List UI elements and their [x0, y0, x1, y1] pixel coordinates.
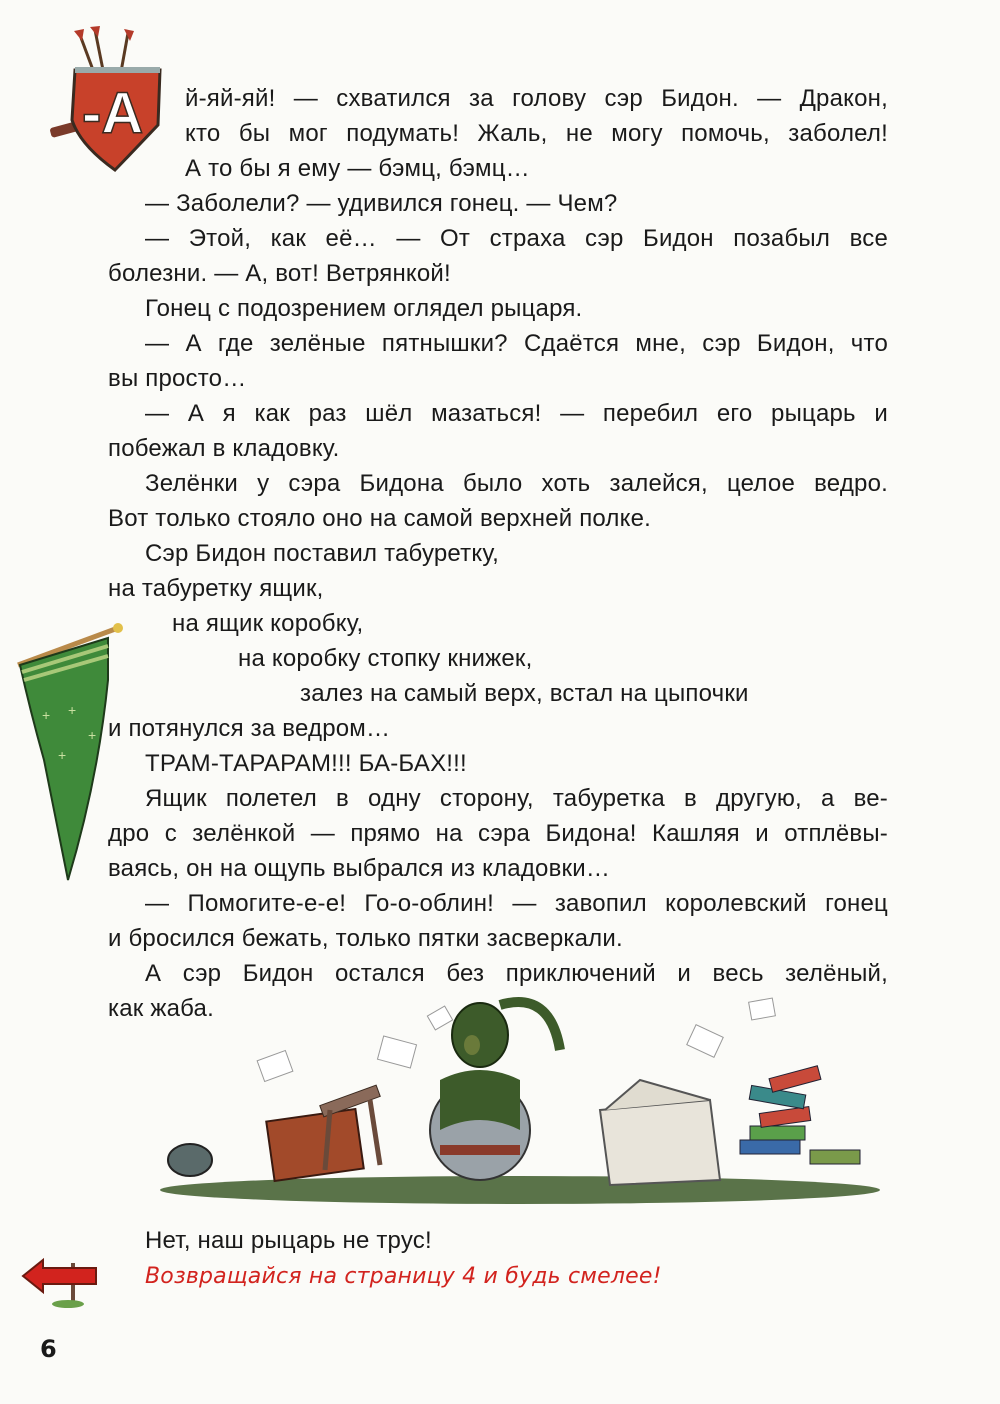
return-to-page-link[interactable]: Возвращайся на страницу 4 и будь смелее!: [145, 1264, 662, 1289]
text-line: и бросился бежать, только пятки засверкали.: [108, 925, 623, 952]
drop-cap-letter: -А: [82, 81, 144, 146]
svg-text:+: +: [88, 727, 97, 743]
text-line: Гонец с подозрением оглядел рыцаря.: [145, 295, 583, 322]
text-line: — А я как раз шёл мазаться! — перебил его рыцарь и: [145, 400, 888, 427]
text-line: А то бы я ему — бэмц, бэмц…: [185, 155, 530, 182]
text-line: как жаба.: [108, 995, 214, 1022]
text-line: кто бы мог подумать! Жаль, не могу помочь, заболел!: [185, 120, 888, 147]
svg-text:+: +: [42, 707, 51, 723]
text-line: — Помогите-е-е! Го-о-облин! — завопил королевский гонец: [145, 890, 888, 917]
svg-text:+: +: [58, 747, 67, 763]
text-line: — Заболели? — удивился гонец. — Чем?: [145, 190, 618, 217]
text-line: Сэр Бидон поставил табуретку,: [145, 540, 500, 567]
text-line: на табуретку ящик,: [108, 575, 324, 602]
text-line: Зелёнки у сэра Бидона было хоть залейся, целое ведро.: [145, 470, 888, 497]
text-line: побежал в кладовку.: [108, 435, 340, 462]
text-line: й-яй-яй! — схватился за голову сэр Бидон. — Дракон,: [185, 85, 888, 112]
text-line: ваясь, он на ощупь выбрался из кладовки…: [108, 855, 611, 882]
text-line: — Этой, как её… — От страха сэр Бидон позабыл все: [145, 225, 888, 252]
page-number: 6: [40, 1335, 57, 1363]
back-arrow-sign-icon[interactable]: [18, 1248, 103, 1308]
knight-illustration: [150, 990, 890, 1210]
choice-text: Нет, наш рыцарь не трус!: [145, 1227, 432, 1254]
text-line: Вот только стояло оно на самой верхней полке.: [108, 505, 652, 532]
svg-text:+: +: [68, 702, 77, 718]
text-line: залез на самый верх, встал на цыпочки: [300, 680, 749, 707]
text-line: — А где зелёные пятнышки? Сдаётся мне, сэр Бидон, что: [145, 330, 888, 357]
text-line: и потянулся за ведром…: [108, 715, 391, 742]
text-line: А сэр Бидон остался без приключений и весь зелёный,: [145, 960, 888, 987]
text-line: на ящик коробку,: [172, 610, 364, 637]
text-line: дро с зелёнкой — прямо на сэра Бидона! Кашляя и отплёвы-: [108, 820, 888, 847]
text-line: вы просто…: [108, 365, 247, 392]
text-line: ТРАМ-ТАРАРАМ!!! БА-БАХ!!!: [145, 750, 467, 777]
shield-drop-cap-icon: [40, 25, 180, 175]
text-line: на коробку стопку книжек,: [238, 645, 533, 672]
text-line: болезни. — А, вот! Ветрянкой!: [108, 260, 451, 287]
text-line: Ящик полетел в одну сторону, табуретка в другую, а ве-: [145, 785, 888, 812]
